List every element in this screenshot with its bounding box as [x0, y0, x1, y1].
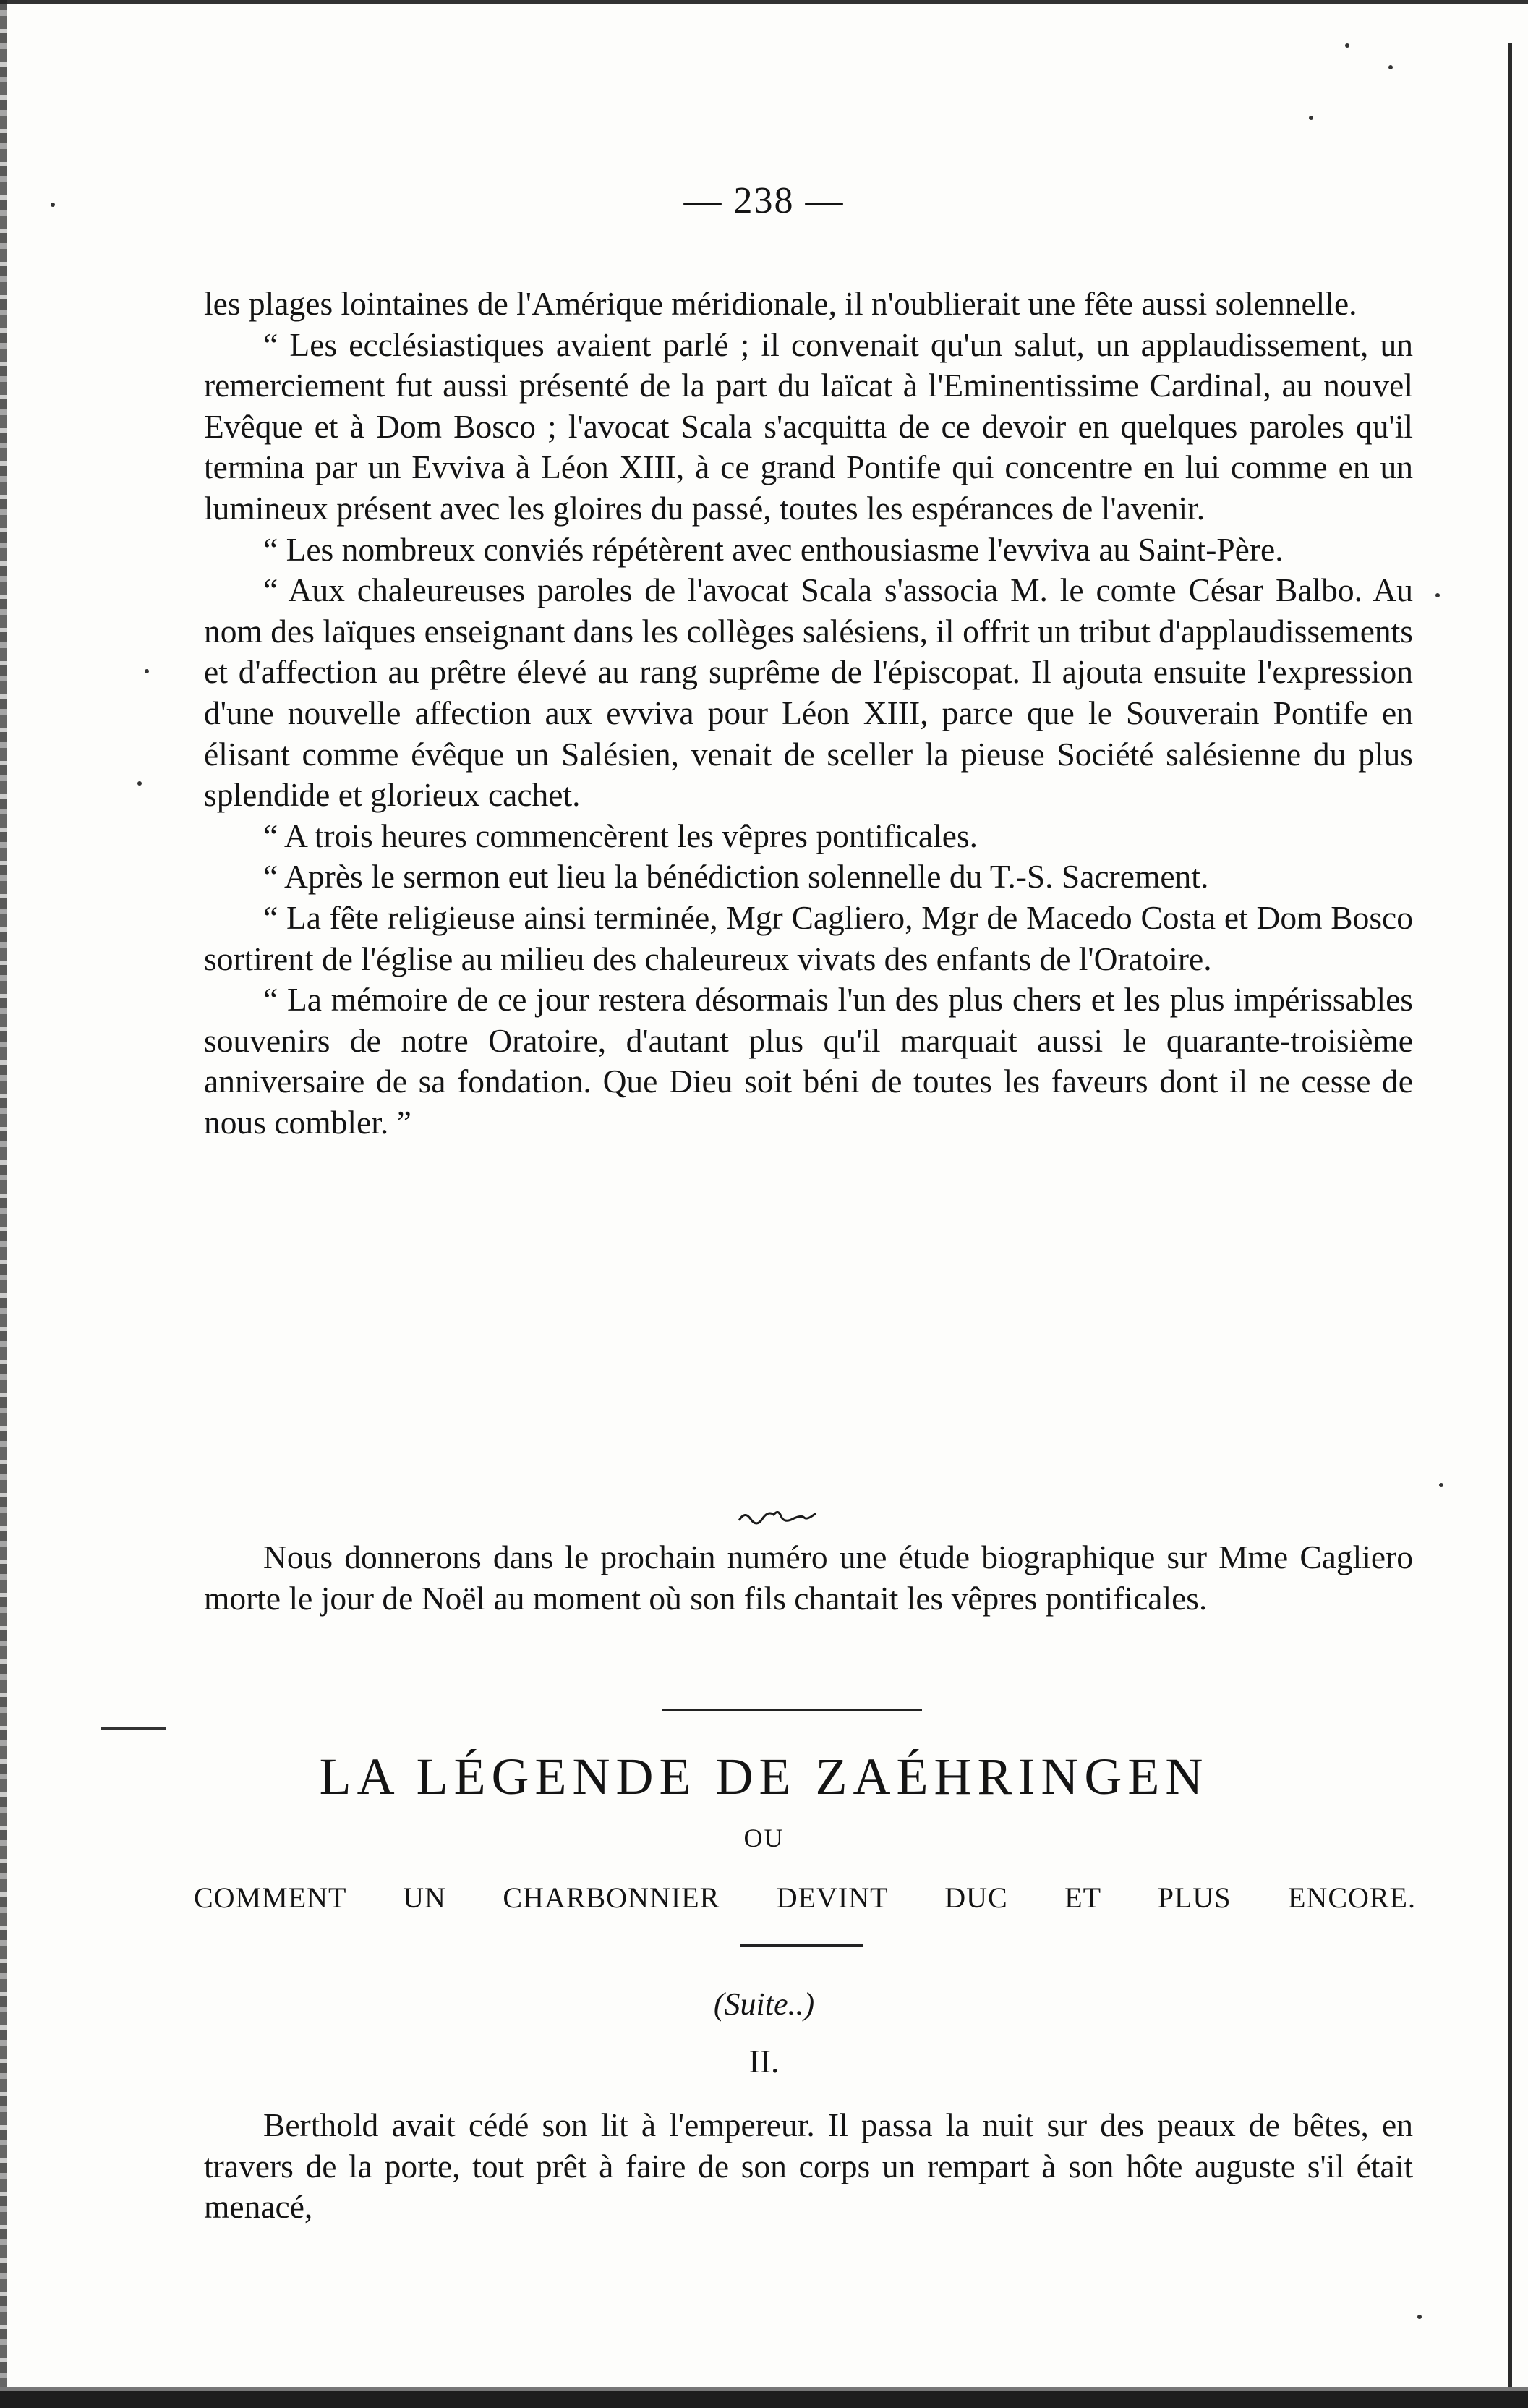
body-text: [204, 284, 1413, 1143]
paragraph: “ Les nombreux conviés répétèrent avec enthousiasme l'evviva au Saint-Père.: [263, 530, 1284, 568]
article-body: [204, 2105, 1413, 2228]
article-title: LA LÉGENDE DE ZAÉHRINGEN: [319, 1748, 1209, 1805]
article-subtitle: COMMENT UN CHARBONNIER DEVINT DUC ET PLUS ENCORE.: [194, 1881, 1416, 1914]
paragraph: “ Après le sermon eut lieu la bénédiction solennelle du T.-S. Sacrement.: [263, 858, 1209, 895]
scan-edge-top: [0, 0, 1528, 4]
paragraph: “ Les ecclésiastiques avaient parlé ; il convenait qu'un salut, un applaudissement, un remerciement fut aussi présenté de la part du laïcat à l'Eminentissime Cardinal, au nouvel Evêque et à Dom Bosco ; l'avocat Scala s'acquitta de ce devoir en quelques paroles qu'il termina par un Evviva à Léon XIII, à ce grand Pontife qui concentre en lui comme en un lumineux présent avec les gloires du passé, toutes les espérances de l'avenir.: [204, 326, 1413, 527]
scan-speck: [145, 669, 149, 673]
scan-speck: [1439, 1483, 1443, 1487]
section-rule: [662, 1709, 922, 1711]
scan-speck: [1435, 593, 1440, 597]
paragraph: les plages lointaines de l'Amérique méridionale, il n'oublierait une fête aussi solennelle.: [204, 285, 1357, 322]
announcement: Nous donnerons dans le prochain numéro une étude biographique sur Mme Cagliero morte le jour de Noël au moment où son fils chantait les vêpres pontificales.: [204, 1539, 1413, 1617]
section-number: II.: [748, 2043, 780, 2080]
scan-speck: [1345, 43, 1349, 48]
scan-edge-bottom: [0, 2391, 1528, 2408]
announcement-text: [204, 1537, 1413, 1619]
scan-speck: [137, 781, 142, 786]
paragraph: “ La mémoire de ce jour restera désormais l'un des plus chers et les plus impérissables souvenirs de notre Oratoire, d'autant plus qu'il marquait aussi le quarante-troisième anniversaire de sa fondation. Que Dieu soit béni de toutes les faveurs dont il ne cesse de nous combler. ”: [204, 981, 1413, 1141]
paragraph: “ La fête religieuse ainsi terminée, Mgr Cagliero, Mgr de Macedo Costa et Dom Bosco sortirent de l'église au milieu des chaleureux vivats des enfants de l'Oratoire.: [204, 898, 1413, 977]
scan-speck: [1417, 2315, 1422, 2319]
continuation-note: (Suite..): [713, 1986, 815, 2022]
scan-speck: [1388, 65, 1393, 69]
ornament-flourish: [738, 1505, 817, 1529]
scan-speck: [1309, 116, 1313, 120]
scan-edge-right: [1508, 43, 1512, 2387]
article-conjunction: OU: [743, 1824, 785, 1852]
paragraph: Berthold avait cédé son lit à l'empereur. Il passa la nuit sur des peaux de bêtes, en travers de la porte, tout prêt à faire de son corps un rempart à son hôte auguste s'il était menacé,: [204, 2106, 1413, 2226]
stray-mark: [101, 1727, 166, 1730]
subtitle-rule: [740, 1944, 863, 1947]
page-number: — 238 —: [683, 180, 845, 221]
paragraph: “ A trois heures commencèrent les vêpres pontificales.: [263, 817, 978, 854]
paragraph: “ Aux chaleureuses paroles de l'avocat Scala s'associa M. le comte César Balbo. Au nom des laïques enseignant dans les collèges salésiens, il offrit un tribut d'applaudissements et d'affection au prêtre élevé au rang suprême de l'épiscopat. Il ajouta ensuite l'expression d'une nouvelle affection aux evviva pour Léon XIII, parce que le Souverain Pontife en élisant comme évêque un Salésien, venait de sceller la pieuse Société salésienne du plus splendide et glorieux cachet.: [204, 571, 1413, 814]
